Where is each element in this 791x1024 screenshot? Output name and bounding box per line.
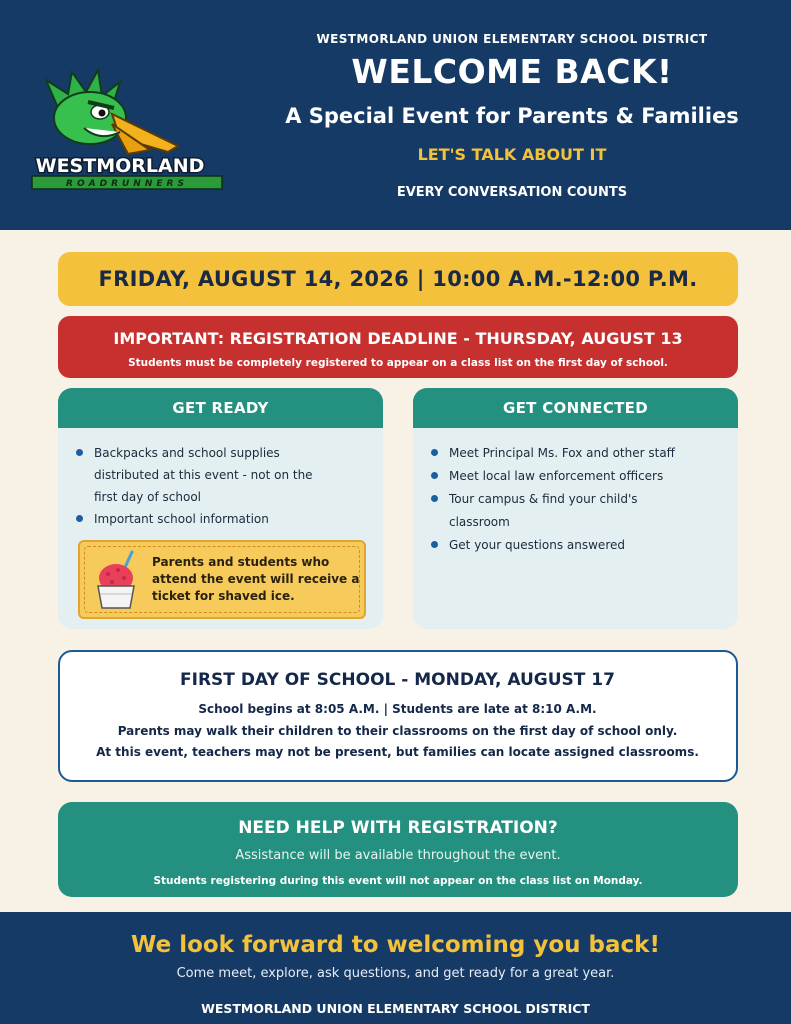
help-note: Students registering during this event will not appear on the class list on Monday. [153,875,643,887]
shaved-ice-ticket [78,540,366,619]
footer [0,912,791,1024]
page-subtitle: A Special Event for Parents & Families [285,104,739,128]
slogan: EVERY CONVERSATION COUNTS [396,185,628,200]
first-day-title: FIRST DAY OF SCHOOL - MONDAY, AUGUST 17 [180,670,615,690]
footer-subtext: Come meet, explore, ask questions, and get ready for a great year. [176,966,615,981]
first-day-box [58,650,738,782]
list-item: Important school information [58,508,383,530]
svg-text:ROADRUNNERS: ROADRUNNERS [66,179,188,189]
header [0,0,791,230]
first-day-line: School begins at 8:05 A.M. | Students are late at 8:10 A.M. [198,702,597,716]
ticket-text: Parents and students who attend the event will receive a ticket for shaved ice. [152,555,360,603]
first-day-line: Parents may walk their children to their classrooms on the first day of school only. [117,724,678,738]
shaved-ice-icon [94,548,138,612]
list-item: Backpacks and school supplies distributed at this event - not on the first day of school [58,442,383,508]
get-connected-list [413,428,738,557]
list-item: Get your questions answered [413,534,738,557]
deadline-note: Students must be completely registered to appear on a class list on the first day of school. [128,357,668,369]
first-day-line: At this event, teachers may not be present, but families can locate assigned classrooms. [96,745,699,759]
footer-district: WESTMORLAND UNION ELEMENTARY SCHOOL DISTRICT [201,1001,590,1016]
list-item: Meet local law enforcement officers [413,465,738,488]
event-date-banner: FRIDAY, AUGUST 14, 2026 | 10:00 A.M.-12:00 P.M. [58,252,738,306]
footer-headline: We look forward to welcoming you back! [131,932,660,958]
get-ready-heading: GET READY [58,388,383,428]
get-connected-card [413,388,738,629]
registration-deadline-banner [58,316,738,378]
roadrunner-logo-icon [28,68,228,194]
help-title: NEED HELP WITH REGISTRATION? [238,818,558,838]
registration-help-box [58,802,738,897]
page-title: WELCOME BACK! [351,52,673,91]
list-item: Tour campus & find your child's classroom [413,488,738,534]
district-name: WESTMORLAND UNION ELEMENTARY SCHOOL DISTRICT [316,32,708,46]
list-item: Meet Principal Ms. Fox and other staff [413,442,738,465]
deadline-title: IMPORTANT: REGISTRATION DEADLINE - THURSDAY, AUGUST 13 [113,329,683,348]
get-ready-list [58,428,383,530]
get-connected-heading: GET CONNECTED [413,388,738,428]
help-line: Assistance will be available throughout the event. [235,848,561,863]
tagline: LET'S TALK ABOUT IT [417,145,607,164]
svg-text:WESTMORLAND: WESTMORLAND [35,155,205,177]
